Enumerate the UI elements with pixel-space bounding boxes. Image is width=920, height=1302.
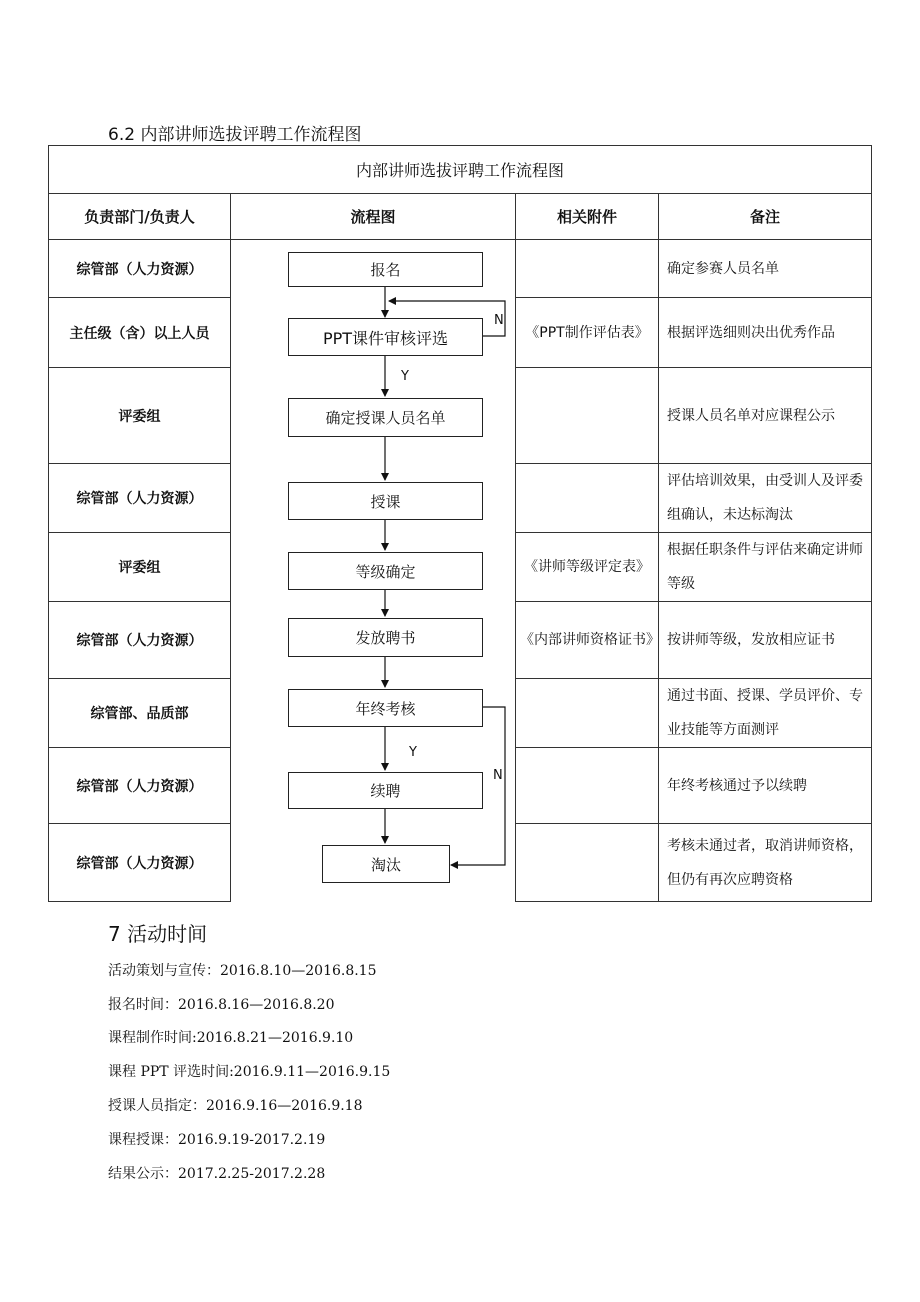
- flow-step-confirm-list: 确定授课人员名单: [288, 398, 483, 437]
- table-title: 内部讲师选拔评聘工作流程图: [49, 146, 872, 194]
- section-heading: 6.2 内部讲师选拔评聘工作流程图: [108, 125, 362, 145]
- section-7-title: 7 活动时间: [108, 922, 208, 946]
- dept-cell: 综管部（人力资源）: [49, 824, 231, 902]
- flow-step-ppt-review: PPT课件审核评选: [288, 318, 483, 356]
- column-header-note: 备注: [659, 194, 872, 240]
- no-label: N: [494, 313, 504, 328]
- schedule-item: 课程授课：2016.9.19-2017.2.19: [108, 1132, 326, 1148]
- schedule-item: 报名时间：2016.8.16—2016.8.20: [108, 997, 335, 1013]
- flow-step-annual-review: 年终考核: [288, 689, 483, 727]
- attachment-cell: [516, 748, 659, 824]
- dept-cell: 主任级（含）以上人员: [49, 298, 231, 368]
- flow-step-renew: 续聘: [288, 772, 483, 809]
- schedule-item: 课程 PPT 评选时间:2016.9.11—2016.9.15: [108, 1064, 391, 1080]
- table-row: [49, 824, 872, 902]
- flow-step-register: 报名: [288, 252, 483, 287]
- attachment-cell: 《PPT制作评估表》: [516, 298, 659, 368]
- note-cell: 授课人员名单对应课程公示: [659, 368, 872, 464]
- column-header-dept: 负责部门/负责人: [49, 194, 231, 240]
- note-cell: 评估培训效果，由受训人及评委组确认，未达标淘汰: [659, 464, 872, 533]
- column-header-flow: 流程图: [231, 194, 516, 240]
- no-label: N: [493, 768, 503, 783]
- attachment-cell: [516, 824, 659, 902]
- dept-cell: 综管部（人力资源）: [49, 464, 231, 533]
- dept-cell: 综管部、品质部: [49, 679, 231, 748]
- dept-cell: 评委组: [49, 368, 231, 464]
- note-cell: 考核未通过者，取消讲师资格，但仍有再次应聘资格: [659, 824, 872, 902]
- note-cell: 根据任职条件与评估来确定讲师等级: [659, 533, 872, 602]
- dept-cell: 综管部（人力资源）: [49, 602, 231, 679]
- attachment-cell: 《讲师等级评定表》: [516, 533, 659, 602]
- schedule-item: 课程制作时间:2016.8.21—2016.9.10: [108, 1030, 354, 1046]
- flow-step-eliminate: 淘汰: [322, 845, 450, 883]
- attachment-cell: 《内部讲师资格证书》: [516, 602, 659, 679]
- attachment-cell: [516, 464, 659, 533]
- note-cell: 通过书面、授课、学员评价、专业技能等方面测评: [659, 679, 872, 748]
- column-header-attachment: 相关附件: [516, 194, 659, 240]
- schedule-item: 活动策划与宣传：2016.8.10—2016.8.15: [108, 963, 377, 979]
- note-cell: 年终考核通过予以续聘: [659, 748, 872, 824]
- dept-cell: 评委组: [49, 533, 231, 602]
- dept-cell: 综管部（人力资源）: [49, 748, 231, 824]
- schedule-item: 授课人员指定：2016.9.16—2016.9.18: [108, 1098, 363, 1114]
- note-cell: 根据评选细则决出优秀作品: [659, 298, 872, 368]
- flow-step-certificate: 发放聘书: [288, 618, 483, 657]
- attachment-cell: [516, 679, 659, 748]
- flow-step-grade: 等级确定: [288, 552, 483, 590]
- note-cell: 确定参赛人员名单: [659, 240, 872, 298]
- note-cell: 按讲师等级，发放相应证书: [659, 602, 872, 679]
- yes-label: Y: [401, 369, 409, 384]
- schedule-item: 结果公示：2017.2.25-2017.2.28: [108, 1166, 326, 1182]
- attachment-cell: [516, 240, 659, 298]
- yes-label: Y: [409, 745, 417, 760]
- flow-step-teaching: 授课: [288, 482, 483, 520]
- dept-cell: 综管部（人力资源）: [49, 240, 231, 298]
- attachment-cell: [516, 368, 659, 464]
